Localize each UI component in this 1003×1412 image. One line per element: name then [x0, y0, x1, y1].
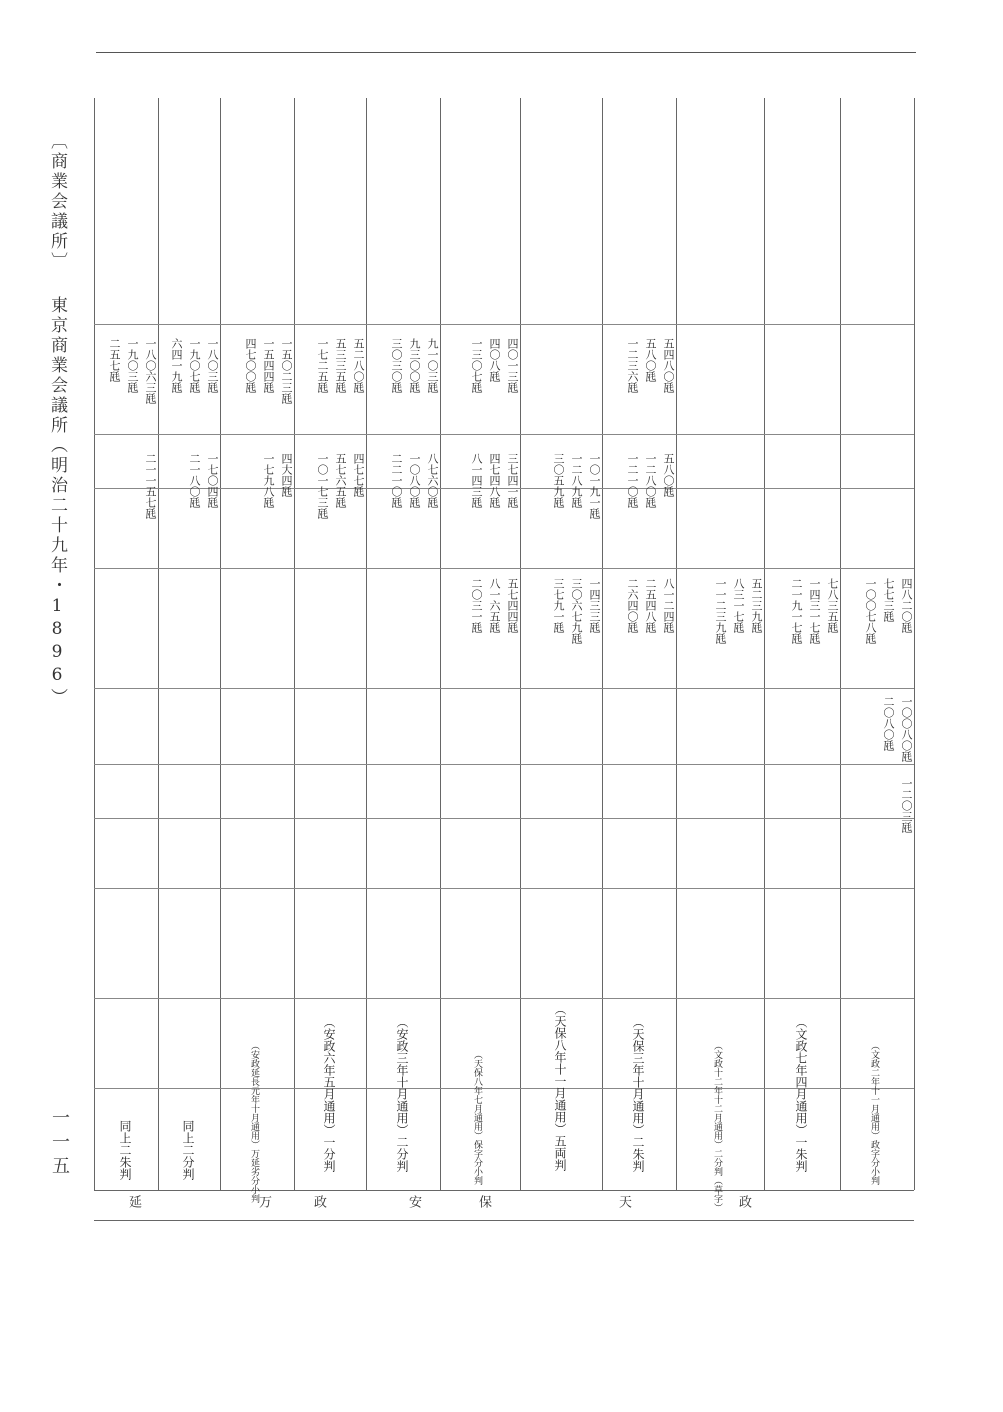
cell-value: 一八〇六三瓱	[144, 338, 157, 404]
column-rule	[220, 98, 221, 1190]
side-header	[48, 132, 65, 708]
column-rule	[440, 98, 441, 1190]
cell-value: 三〇六七九瓱	[570, 578, 583, 644]
cell-value: 八一四三瓱	[470, 453, 483, 508]
coin-label: （安政延長元年十月通用）万延劣分小判	[249, 1041, 259, 1203]
era-label: 政	[736, 1195, 751, 1208]
cell-value: 八一六五瓱	[488, 578, 501, 633]
table-era-rule	[94, 1220, 914, 1221]
column-rule	[366, 98, 367, 1190]
cell-value: 一〇〇八〇瓱	[900, 696, 913, 762]
coin-label: （文政十二年十二月通用）二分判（草字）	[712, 1041, 722, 1212]
top-rule	[96, 52, 916, 53]
cell-value: 一七二五瓱	[316, 338, 329, 393]
coin-label: 同上二朱判	[118, 1120, 132, 1180]
cell-value: 一二八九瓱	[570, 453, 583, 508]
column-rule	[914, 98, 915, 1190]
era-label: 天	[616, 1195, 631, 1208]
cell-value: 一〇一七三瓱	[316, 453, 329, 519]
cell-value: 四大四瓱	[280, 453, 293, 497]
row-rule	[94, 764, 914, 765]
column-rule	[602, 98, 603, 1190]
cell-value: 九一〇三瓱	[426, 338, 439, 393]
cell-value: 八三一七瓱	[732, 578, 745, 633]
coin-label: 同上二分判	[181, 1120, 195, 1180]
cell-value: 二二一〇瓱	[390, 453, 403, 508]
cell-value: 一四三一七瓱	[808, 578, 821, 644]
cell-value: 一七九八瓱	[262, 453, 275, 508]
coin-label: （文政七年四月通用）一朱判	[794, 1016, 808, 1172]
cell-value: 一二一〇瓱	[626, 453, 639, 508]
row-rule	[94, 324, 914, 325]
cell-value: 七七三瓱	[882, 578, 895, 622]
cell-value: 三七九一瓱	[552, 578, 565, 633]
cell-value: 八七六〇瓱	[426, 453, 439, 508]
cell-value: 四七七瓱	[352, 453, 365, 497]
cell-value: 四〇八瓱	[488, 338, 501, 382]
era-label: 保	[476, 1195, 491, 1208]
cell-value: 五二八〇瓱	[352, 338, 365, 393]
page-number: 一一五	[49, 1108, 70, 1180]
cell-value: 一五〇二三瓱	[280, 338, 293, 404]
coin-label: （文政二年十一月通用）政字分小判	[869, 1041, 879, 1185]
cell-value: 六四一九瓱	[170, 338, 183, 393]
cell-value: 一五四四瓱	[262, 338, 275, 393]
cell-value: 二六四〇瓱	[626, 578, 639, 633]
coin-label: （天保三年十月通用）二朱判	[631, 1016, 645, 1172]
cell-value: 五七四四瓱	[506, 578, 519, 633]
header-title: 東京商業会議所（明治二十九年・1896）	[47, 296, 67, 708]
era-label: 安	[406, 1195, 421, 1208]
table-bottom-rule	[94, 1190, 914, 1191]
cell-value: 四七〇〇瓱	[244, 338, 257, 393]
era-label: 万	[256, 1195, 271, 1208]
row-rule	[94, 434, 914, 435]
cell-value: 一四三三瓱	[588, 578, 601, 633]
cell-value: 七八三五瓱	[826, 578, 839, 633]
cell-value: 五八〇瓱	[644, 338, 657, 382]
cell-value: 五七六五瓱	[334, 453, 347, 508]
cell-value: 二一一五七瓱	[144, 453, 157, 519]
coin-table	[94, 98, 918, 1220]
cell-value: 二〇八〇瓱	[882, 696, 895, 751]
row-rule	[94, 998, 914, 999]
cell-value: 五三三五瓱	[334, 338, 347, 393]
cell-value: 二五七瓱	[108, 338, 121, 382]
column-rule	[520, 98, 521, 1190]
cell-value: 五二三九瓱	[750, 578, 763, 633]
cell-value: 一〇一九一瓱	[588, 453, 601, 519]
era-label: 政	[311, 1195, 326, 1208]
header-org: 〔商業会議所〕	[47, 132, 67, 272]
column-rule	[676, 98, 677, 1190]
cell-value: 二〇三一瓱	[470, 578, 483, 633]
cell-value: 九三〇〇瓱	[408, 338, 421, 393]
cell-value: 一〇八〇瓱	[408, 453, 421, 508]
cell-value: 一九〇七瓱	[188, 338, 201, 393]
cell-value: 一七〇四瓱	[206, 453, 219, 508]
cell-value: 三〇三〇瓱	[390, 338, 403, 393]
row-rule	[94, 688, 914, 689]
cell-value: 五八〇瓱	[662, 453, 675, 497]
cell-value: 二一八〇瓱	[188, 453, 201, 508]
cell-value: 五四八〇瓱	[662, 338, 675, 393]
column-rule	[840, 98, 841, 1190]
coin-label: （天保八年七月通用）保字分小判	[472, 1050, 482, 1185]
column-rule	[94, 98, 95, 1190]
row-rule	[94, 888, 914, 889]
column-rule	[764, 98, 765, 1190]
column-rule	[158, 98, 159, 1190]
cell-value: 一三〇七瓱	[470, 338, 483, 393]
cell-value: 一九〇三瓱	[126, 338, 139, 393]
cell-value: 一〇〇七八瓱	[864, 578, 877, 644]
cell-value: 三〇五九瓱	[552, 453, 565, 508]
cell-value: 二一九一七瓱	[790, 578, 803, 644]
era-label: 延	[126, 1195, 141, 1208]
cell-value: 一二三六瓱	[626, 338, 639, 393]
column-rule	[294, 98, 295, 1190]
cell-value: 四八二〇瓱	[900, 578, 913, 633]
cell-value: 一一二三九瓱	[714, 578, 727, 644]
row-rule	[94, 568, 914, 569]
coin-label: （天保八年十一月通用）五両判	[553, 1003, 567, 1171]
cell-value: 一二〇三瓱	[900, 778, 913, 833]
cell-value: 三七四一瓱	[506, 453, 519, 508]
cell-value: 四七四八瓱	[488, 453, 501, 508]
cell-value: 二五四八瓱	[644, 578, 657, 633]
cell-value: 一八〇三瓱	[206, 338, 219, 393]
cell-value: 一二八〇瓱	[644, 453, 657, 508]
coin-label: （安政三年十月通用）二分判	[395, 1016, 409, 1172]
coin-label: （安政六年五月通用）一分判	[322, 1016, 336, 1172]
cell-value: 八一二四瓱	[662, 578, 675, 633]
row-rule	[94, 818, 914, 819]
row-rule	[94, 1088, 914, 1089]
cell-value: 四〇一三瓱	[506, 338, 519, 393]
